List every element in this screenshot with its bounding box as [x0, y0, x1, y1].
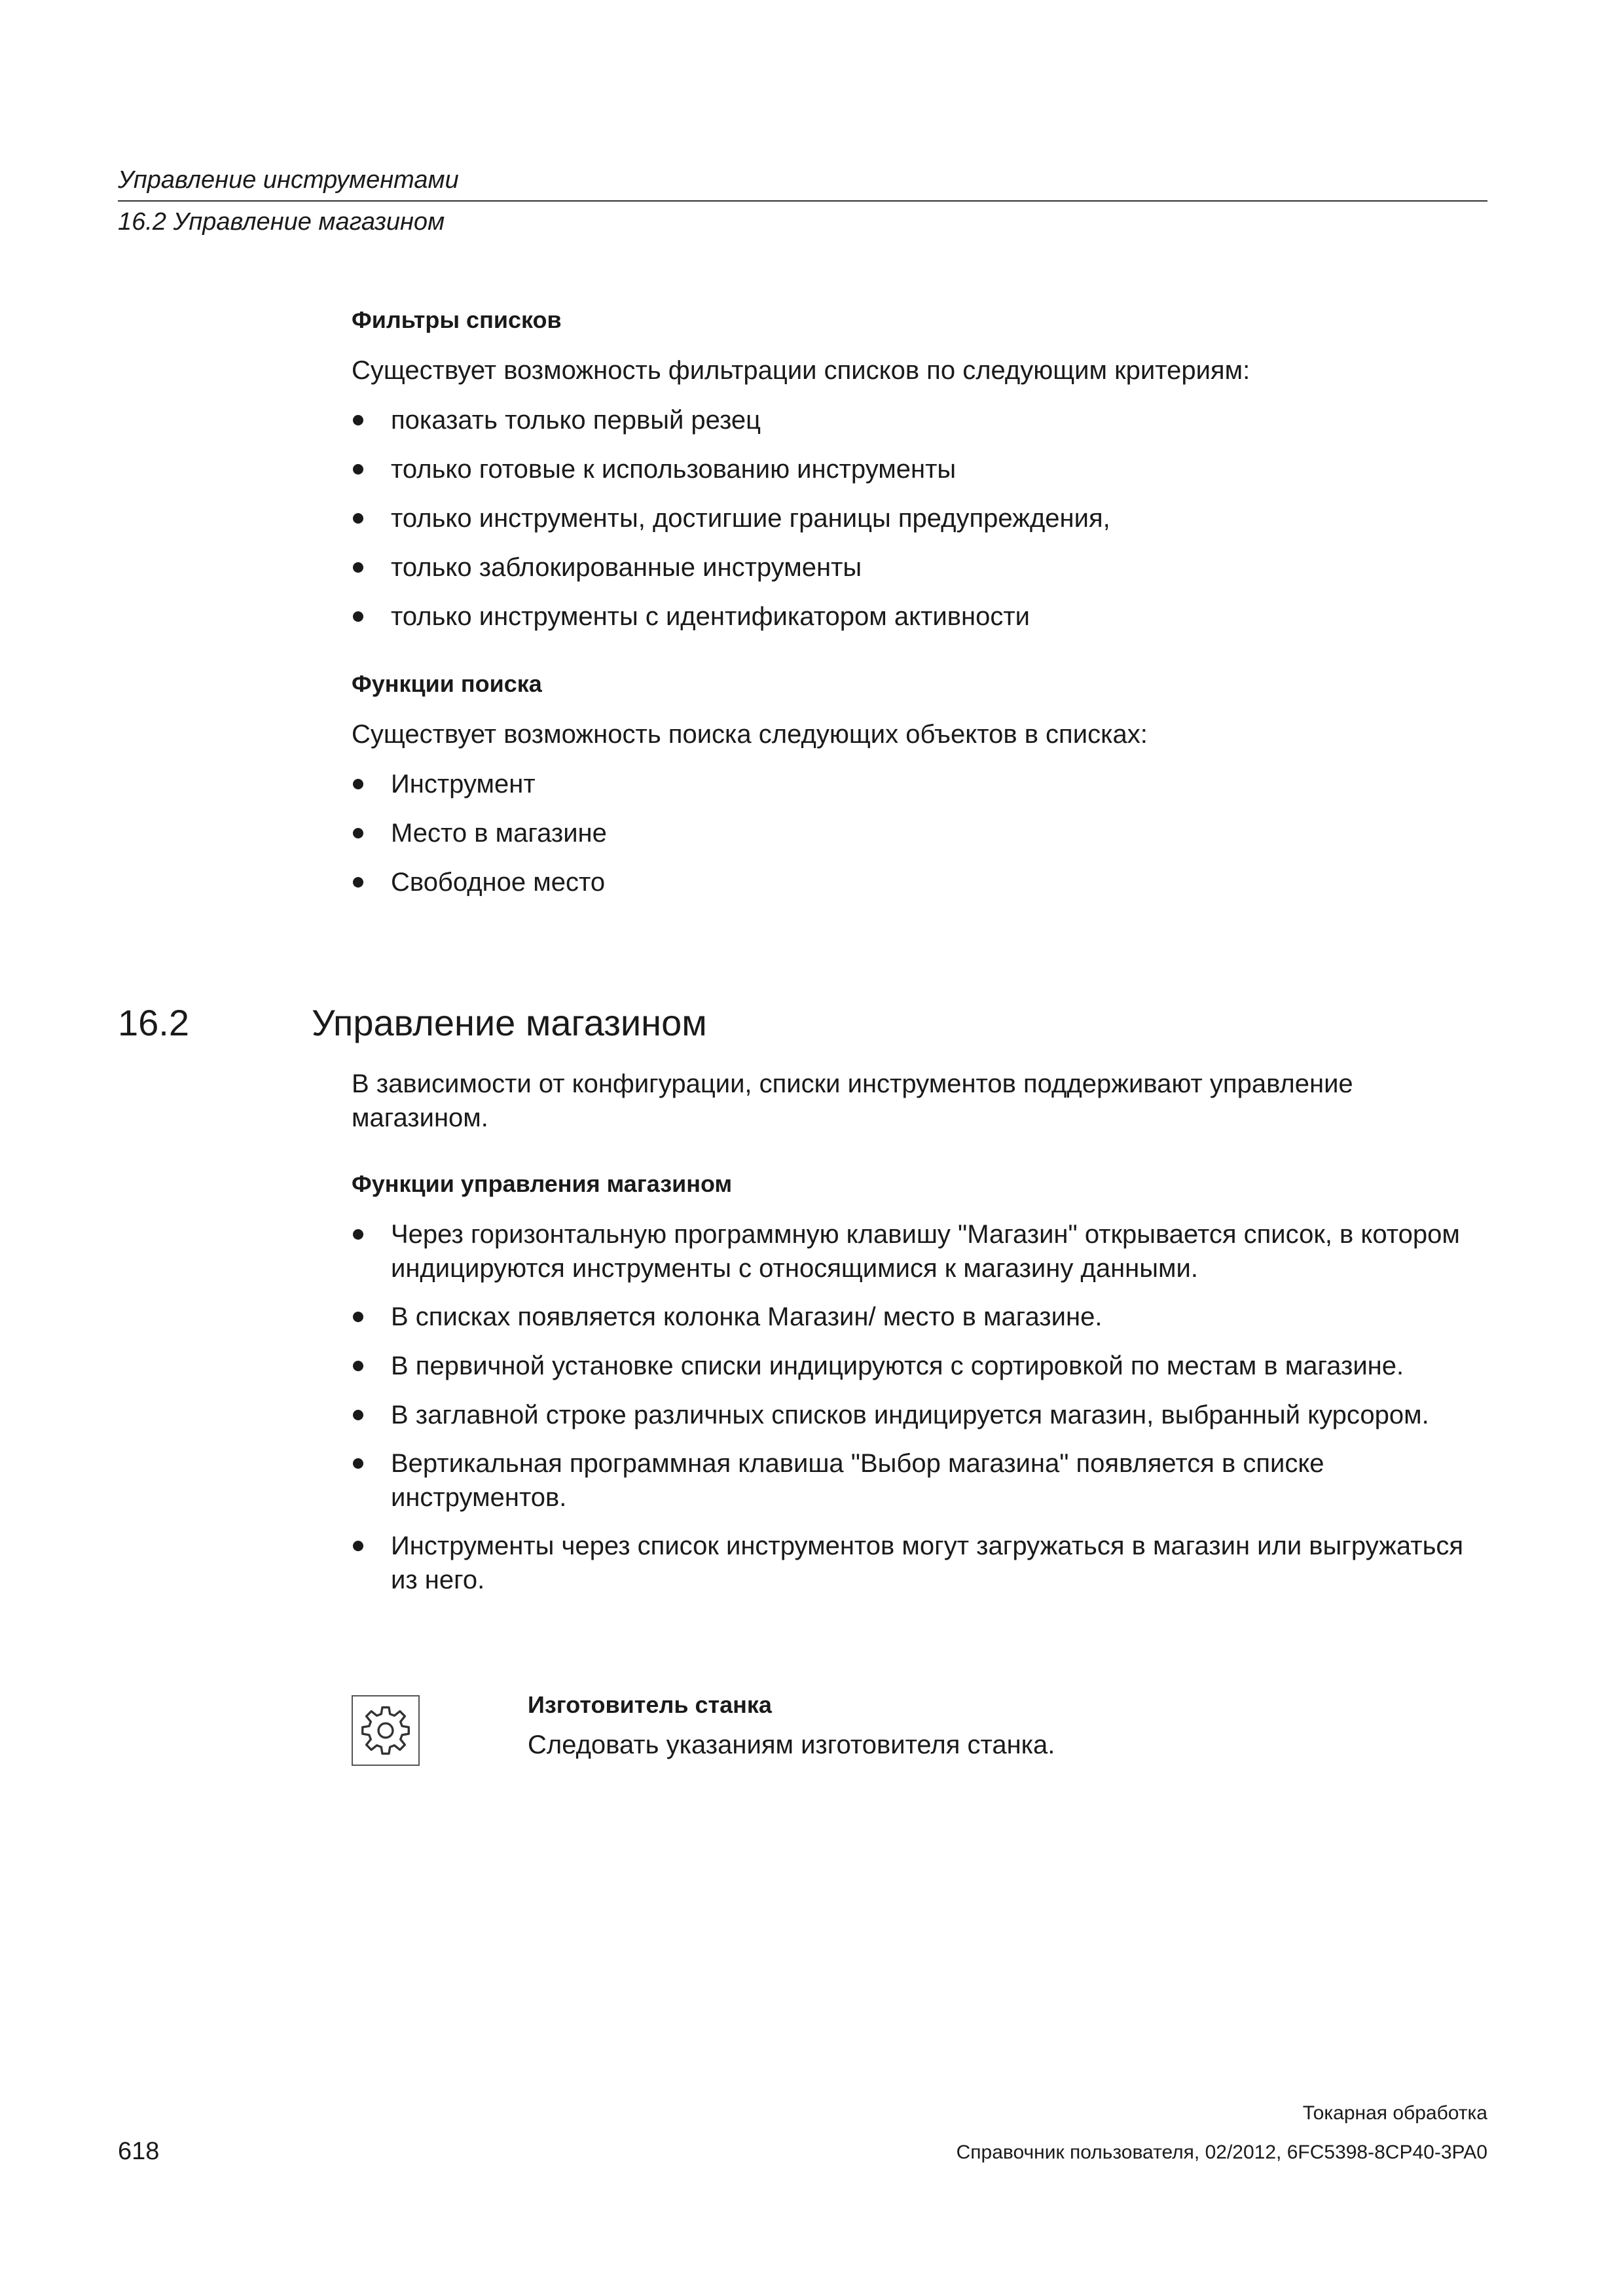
footer-book-title: Токарная обработка [1302, 2102, 1487, 2124]
list-item: Вертикальная программная клавиша "Выбор магазина" появляется в списке инструментов. [352, 1446, 1487, 1515]
list-item: В списках появляется колонка Магазин/ место в магазине. [352, 1300, 1487, 1334]
filters-list [352, 403, 1487, 634]
section-intro: В зависимости от конфигурации, списки инструментов поддерживают управление магазином. [352, 1069, 1353, 1132]
search-intro: Существует возможность поиска следующих объектов в списках: [352, 720, 1148, 749]
list-item: только инструменты, достигшие границы предупреждения, [352, 501, 1487, 535]
bullet-icon [353, 828, 363, 838]
bullet-icon [353, 415, 363, 425]
list-item: Через горизонтальную программную клавишу "Магазин" открывается список, в котором индицируются инструменты с относящимися к магазину данными. [352, 1217, 1487, 1285]
magazine-functions-heading: Функции управления магазином [352, 1170, 733, 1197]
bullet-icon [353, 464, 363, 475]
list-item: Свободное место [352, 865, 1487, 899]
bullet-icon [353, 1229, 363, 1240]
bullet-icon [353, 562, 363, 573]
list-item: В заглавной строке различных списков индицируется магазин, выбранный курсором. [352, 1398, 1487, 1432]
bullet-icon [353, 1361, 363, 1371]
list-item: В первичной установке списки индицируются с сортировкой по местам в магазине. [352, 1349, 1487, 1383]
magazine-functions-list [352, 1217, 1487, 1597]
filters-heading: Фильтры списков [352, 306, 562, 333]
bullet-icon [353, 1458, 363, 1469]
list-item: только заблокированные инструменты [352, 550, 1487, 584]
running-header-section: 16.2 Управление магазином [118, 208, 445, 236]
gear-icon [358, 1703, 413, 1758]
section-title: Управление магазином [312, 1002, 707, 1043]
section-number: 16.2 [118, 1002, 189, 1043]
bullet-icon [353, 611, 363, 622]
search-list [352, 767, 1487, 899]
list-item: показать только первый резец [352, 403, 1487, 437]
bullet-icon [353, 1541, 363, 1551]
note-text: Следовать указаниям изготовителя станка. [528, 1731, 1055, 1759]
list-item: только инструменты с идентификатором активности [352, 600, 1487, 634]
list-item: Место в магазине [352, 816, 1487, 850]
bullet-icon [353, 1410, 363, 1420]
list-item: Инструменты через список инструментов могут загружаться в магазин или выгружаться из него. [352, 1529, 1487, 1597]
header-rule [118, 200, 1487, 202]
machine-manufacturer-badge [352, 1695, 420, 1766]
bullet-icon [353, 779, 363, 789]
note-title: Изготовитель станка [528, 1691, 772, 1718]
bullet-icon [353, 877, 363, 888]
list-item: Инструмент [352, 767, 1487, 801]
page-number: 618 [118, 2138, 160, 2165]
footer-book-info: Справочник пользователя, 02/2012, 6FC5398-8CP40-3PA0 [956, 2142, 1487, 2163]
running-header-chapter: Управление инструментами [118, 166, 459, 194]
filters-intro: Существует возможность фильтрации списков по следующим критериям: [352, 356, 1250, 385]
search-heading: Функции поиска [352, 670, 542, 697]
bullet-icon [353, 513, 363, 524]
list-item: только готовые к использованию инструменты [352, 452, 1487, 486]
bullet-icon [353, 1312, 363, 1322]
